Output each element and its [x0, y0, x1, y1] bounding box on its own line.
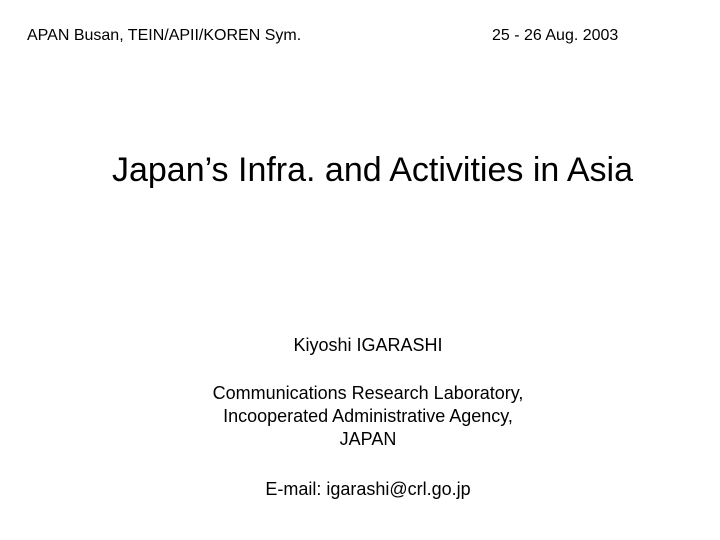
- affiliation-line-2: Incooperated Administrative Agency,: [223, 406, 513, 426]
- author-email: E-mail: igarashi@crl.go.jp: [265, 479, 471, 499]
- affiliation-line-3: JAPAN: [339, 429, 397, 449]
- header-event: APAN Busan, TEIN/APII/KOREN Sym.: [27, 27, 302, 44]
- affiliation-line-1: Communications Research Laboratory,: [212, 383, 524, 403]
- author-name: Kiyoshi IGARASHI: [293, 335, 443, 355]
- slide-title: Japan’s Infra. and Activities in Asia: [111, 151, 633, 189]
- header-date: 25 - 26 Aug. 2003: [492, 27, 619, 44]
- affiliation: [0, 382, 720, 451]
